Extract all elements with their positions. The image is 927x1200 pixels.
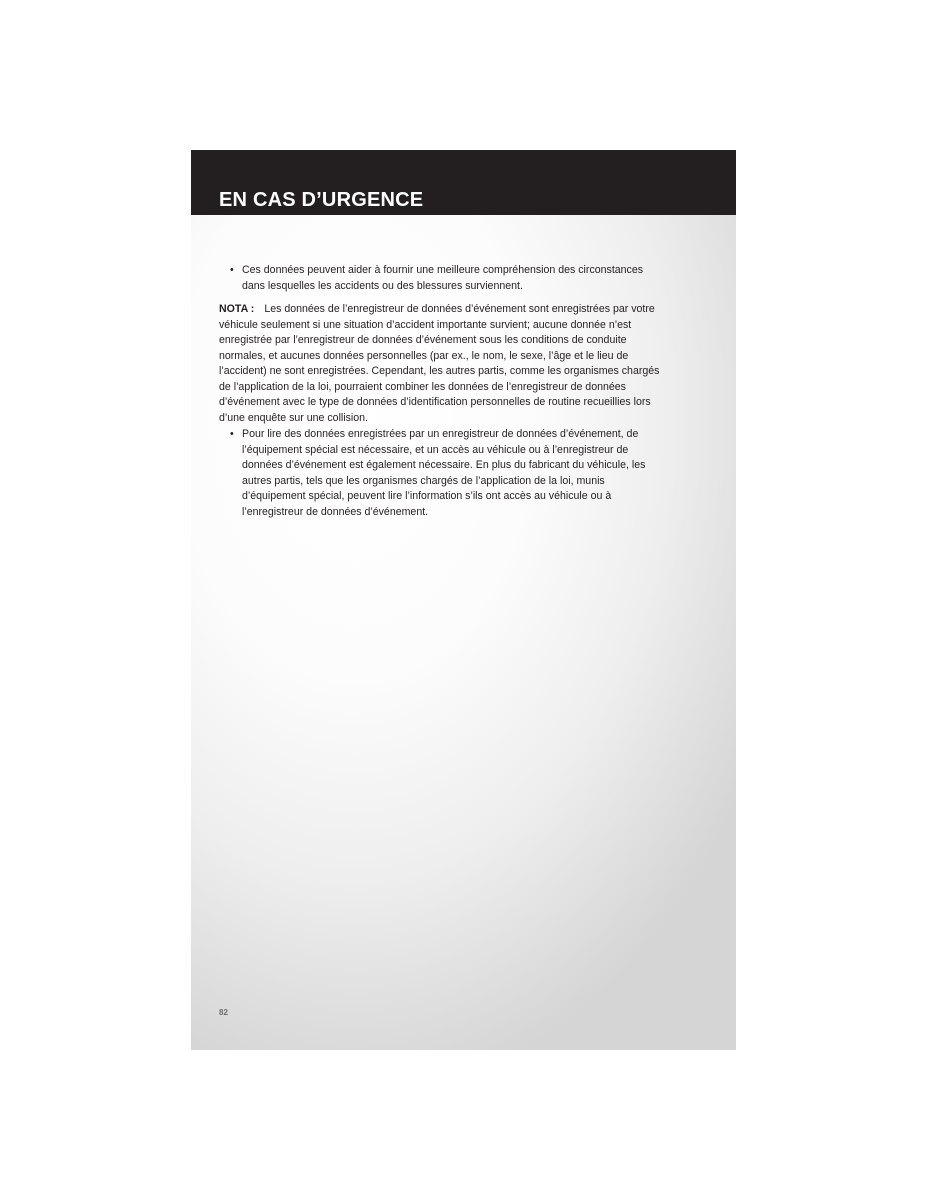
text-line: Pour lire des données enregistrées par un enregistreur de données d’événement, de (242, 428, 639, 440)
section-header-bar (191, 150, 736, 215)
text-line: d’équipement spécial, peuvent lire l’information s’ils ont accès au véhicule ou à (242, 490, 612, 502)
text-line: l’enregistreur de données d’événement. (242, 505, 429, 518)
text-line: véhicule seulement si une situation d’accident importante survient; aucune donnée n’est (219, 318, 632, 331)
document-page (191, 150, 736, 1050)
text-line: l’équipement spécial est nécessaire, et un accès au véhicule ou à l’enregistreur de (242, 443, 629, 456)
text-line: de l’application de la loi, pourraient combiner les données de l’enregistreur de données (219, 380, 626, 393)
text-line: Ces données peuvent aider à fournir une meilleure compréhension des circonstances (242, 264, 644, 276)
section-title: EN CAS D’URGENCE (219, 189, 424, 211)
bullet-text (242, 427, 645, 520)
note-label: NOTA : (219, 303, 255, 315)
bullet-marker: • (230, 428, 234, 440)
text-line: d’une enquête sur une collision. (219, 411, 369, 424)
bullet-marker: • (230, 264, 234, 276)
text-line: normales, et aucunes données personnelles (par ex., le nom, le sexe, l’âge et le lieu de (219, 349, 629, 362)
page-number: 82 (219, 1008, 228, 1017)
text-line: l’accident) ne sont enregistrées. Cependant, les autres partis, comme les organismes chargés (219, 365, 660, 377)
text-line: enregistrée par l’enregistreur de données d’événement sous les conditions de conduite (219, 334, 627, 346)
text-line: données d’événement est également nécessaire. En plus du fabricant du véhicule, les (242, 459, 646, 471)
text-line: d’événement avec le type de données d’identification personnelles de routine recueillies lors (219, 396, 651, 408)
bullet-text (242, 263, 643, 294)
text-line: autres partis, tels que les organismes chargés de l’application de la loi, munis (242, 474, 605, 487)
text-line (219, 302, 659, 318)
note-text-first-line: Les données de l’enregistreur de données d’événement sont enregistrées par votre (264, 303, 655, 315)
text-line: dans lesquelles les accidents ou des blessures surviennent. (242, 279, 523, 292)
note-paragraph (219, 302, 659, 426)
